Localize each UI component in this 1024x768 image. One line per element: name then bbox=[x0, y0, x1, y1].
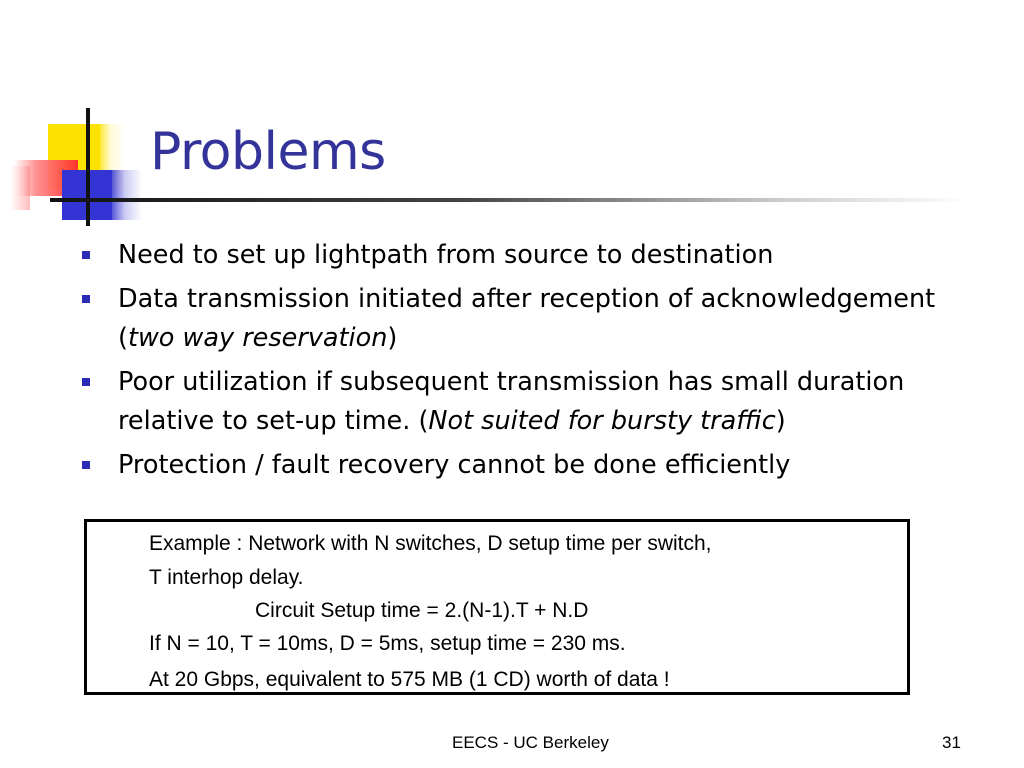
bullet-text-end: ) bbox=[387, 323, 398, 353]
title-underline bbox=[50, 198, 970, 202]
slide-title: Problems bbox=[150, 122, 386, 182]
example-line: At 20 Gbps, equivalent to 575 MB (1 CD) worth of data ! bbox=[149, 668, 670, 691]
bullet-item bbox=[80, 280, 980, 358]
footer-text: EECS - UC Berkeley bbox=[452, 733, 609, 752]
example-line: Example : Network with N switches, D setup time per switch, bbox=[149, 532, 712, 555]
bullet-text: Poor utilization if subsequent transmission has small duration relative to set-up time. ( bbox=[118, 367, 905, 436]
decorative-blue-glow bbox=[108, 170, 142, 220]
decorative-red-fade bbox=[10, 166, 30, 210]
bullet-square-icon bbox=[82, 378, 90, 386]
bullet-item bbox=[80, 446, 980, 485]
bullet-square-icon bbox=[82, 461, 90, 469]
example-box bbox=[84, 519, 910, 695]
example-line: If N = 10, T = 10ms, D = 5ms, setup time = 230 ms. bbox=[149, 632, 626, 655]
example-formula: Circuit Setup time = 2.(N-1).T + N.D bbox=[255, 599, 589, 622]
bullet-emphasis: Not suited for bursty traffic bbox=[428, 406, 776, 436]
example-line: T interhop delay. bbox=[149, 566, 304, 589]
bullet-square-icon bbox=[82, 251, 90, 259]
bullet-text: Need to set up lightpath from source to destination bbox=[118, 240, 774, 270]
bullet-list bbox=[80, 236, 980, 490]
bullet-emphasis: two way reservation bbox=[127, 323, 388, 353]
bullet-square-icon bbox=[82, 295, 90, 303]
decorative-vertical-line bbox=[86, 108, 90, 226]
bullet-item bbox=[80, 236, 980, 275]
bullet-text-end: ) bbox=[775, 406, 786, 436]
bullet-text: Data transmission initiated after reception of acknowledgement ( bbox=[118, 284, 936, 353]
bullet-text: Protection / fault recovery cannot be done efficiently bbox=[118, 450, 791, 480]
page-number: 31 bbox=[942, 733, 961, 752]
bullet-item bbox=[80, 363, 980, 441]
